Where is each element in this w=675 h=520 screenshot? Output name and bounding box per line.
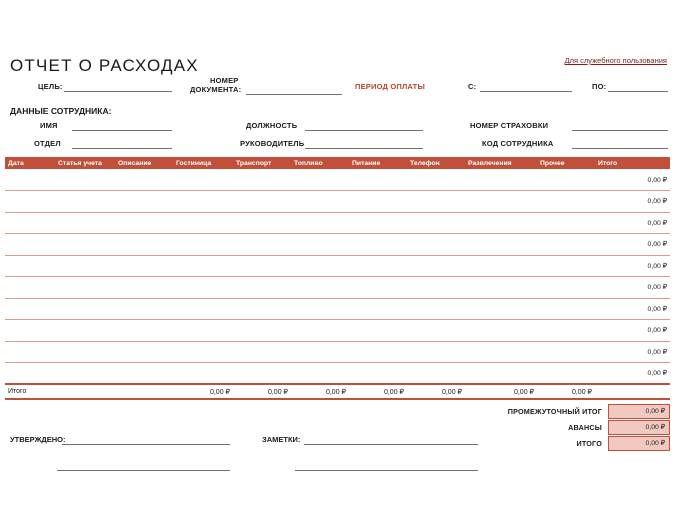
purpose-input[interactable] <box>64 82 172 92</box>
manager-label: РУКОВОДИТЕЛЬ <box>240 139 305 148</box>
cell-date[interactable] <box>5 298 55 320</box>
table-row[interactable] <box>5 169 670 191</box>
expense-table <box>5 157 670 400</box>
notes-input[interactable] <box>304 435 478 445</box>
purpose-label: ЦЕЛЬ: <box>38 82 63 91</box>
totals-transport: 0,00 ₽ <box>233 384 291 399</box>
totals-hotel: 0,00 ₽ <box>173 384 233 399</box>
pay-period-label: ПЕРИОД ОПЛАТЫ <box>355 82 426 91</box>
cell-date[interactable] <box>5 234 55 256</box>
cell-meals[interactable] <box>349 363 407 385</box>
cell-other[interactable] <box>537 191 595 213</box>
cell-fuel[interactable] <box>291 212 349 234</box>
manager-input[interactable] <box>305 139 423 149</box>
cell-meals[interactable] <box>349 255 407 277</box>
cell-account[interactable] <box>55 320 115 342</box>
employee-code-input[interactable] <box>572 139 668 149</box>
cell-phone[interactable] <box>407 212 465 234</box>
employee-name-label: ИМЯ <box>40 121 58 130</box>
summary-row-subtotal <box>452 404 670 419</box>
approved-label: УТВЕРЖДЕНО: <box>10 435 66 444</box>
cell-fuel[interactable] <box>291 169 349 191</box>
period-from-label: С: <box>468 82 477 91</box>
table-row[interactable] <box>5 191 670 213</box>
col-meals: Питание <box>349 157 407 169</box>
cell-entertainment[interactable] <box>465 169 537 191</box>
cell-account[interactable] <box>55 234 115 256</box>
cell-entertainment[interactable] <box>465 363 537 385</box>
cell-hotel[interactable] <box>173 363 233 385</box>
table-row[interactable] <box>5 212 670 234</box>
approved-second-input[interactable] <box>57 461 230 471</box>
cell-other[interactable] <box>537 298 595 320</box>
subtotal-label: ПРОМЕЖУТОЧНЫЙ ИТОГ <box>507 407 602 416</box>
cell-total: 0,00 ₽ <box>595 298 670 320</box>
cell-fuel[interactable] <box>291 341 349 363</box>
cell-hotel[interactable] <box>173 169 233 191</box>
period-from-input[interactable] <box>480 82 572 92</box>
cell-other[interactable] <box>537 320 595 342</box>
cell-transport[interactable] <box>233 169 291 191</box>
cell-fuel[interactable] <box>291 277 349 299</box>
cell-hotel[interactable] <box>173 341 233 363</box>
subtotal-value: 0,00 ₽ <box>608 404 670 419</box>
cell-date[interactable] <box>5 169 55 191</box>
cell-meals[interactable] <box>349 169 407 191</box>
cell-date[interactable] <box>5 341 55 363</box>
expense-table-wrapper <box>5 157 670 400</box>
expense-table-body <box>5 169 670 399</box>
cell-transport[interactable] <box>233 212 291 234</box>
cell-transport[interactable] <box>233 191 291 213</box>
table-row[interactable] <box>5 341 670 363</box>
cell-entertainment[interactable] <box>465 255 537 277</box>
cell-transport[interactable] <box>233 363 291 385</box>
advances-value[interactable]: 0,00 ₽ <box>608 420 670 435</box>
cell-hotel[interactable] <box>173 191 233 213</box>
cell-hotel[interactable] <box>173 277 233 299</box>
col-date: Дата <box>5 157 55 169</box>
cell-phone[interactable] <box>407 363 465 385</box>
cell-account[interactable] <box>55 191 115 213</box>
cell-description[interactable] <box>115 298 173 320</box>
cell-hotel[interactable] <box>173 234 233 256</box>
cell-other[interactable] <box>537 212 595 234</box>
cell-fuel[interactable] <box>291 298 349 320</box>
cell-other[interactable] <box>537 234 595 256</box>
cell-description[interactable] <box>115 277 173 299</box>
cell-total: 0,00 ₽ <box>595 169 670 191</box>
cell-other[interactable] <box>537 363 595 385</box>
cell-account[interactable] <box>55 298 115 320</box>
cell-phone[interactable] <box>407 169 465 191</box>
cell-description[interactable] <box>115 169 173 191</box>
notes-second-input[interactable] <box>295 461 478 471</box>
cell-description[interactable] <box>115 191 173 213</box>
cell-other[interactable] <box>537 169 595 191</box>
cell-total: 0,00 ₽ <box>595 191 670 213</box>
cell-account[interactable] <box>55 212 115 234</box>
cell-date[interactable] <box>5 320 55 342</box>
cell-transport[interactable] <box>233 341 291 363</box>
cell-total: 0,00 ₽ <box>595 212 670 234</box>
totals-entertainment: 0,00 ₽ <box>465 384 537 399</box>
col-hotel: Гостиница <box>173 157 233 169</box>
cell-other[interactable] <box>537 277 595 299</box>
cell-phone[interactable] <box>407 341 465 363</box>
advances-label: АВАНСЫ <box>568 423 602 432</box>
employee-name-input[interactable] <box>72 121 172 131</box>
grand-total-label: ИТОГО <box>576 439 602 448</box>
insurance-number-label: НОМЕР СТРАХОВКИ <box>470 121 549 130</box>
cell-date[interactable] <box>5 277 55 299</box>
period-to-input[interactable] <box>608 82 668 92</box>
cell-total: 0,00 ₽ <box>595 363 670 385</box>
table-row[interactable] <box>5 277 670 299</box>
cell-description[interactable] <box>115 341 173 363</box>
cell-entertainment[interactable] <box>465 298 537 320</box>
cell-transport[interactable] <box>233 277 291 299</box>
cell-meals[interactable] <box>349 341 407 363</box>
cell-transport[interactable] <box>233 255 291 277</box>
cell-meals[interactable] <box>349 191 407 213</box>
period-to-label: ПО: <box>592 82 607 91</box>
cell-account[interactable] <box>55 169 115 191</box>
col-total: Итого <box>595 157 670 169</box>
approved-input[interactable] <box>62 435 230 445</box>
cell-meals[interactable] <box>349 277 407 299</box>
summary-box <box>452 404 670 452</box>
cell-phone[interactable] <box>407 191 465 213</box>
cell-fuel[interactable] <box>291 234 349 256</box>
notes-label: ЗАМЕТКИ: <box>262 435 301 444</box>
cell-meals[interactable] <box>349 234 407 256</box>
cell-entertainment[interactable] <box>465 341 537 363</box>
cell-meals[interactable] <box>349 320 407 342</box>
cell-transport[interactable] <box>233 298 291 320</box>
employee-position-label: ДОЛЖНОСТЬ <box>246 121 298 130</box>
cell-phone[interactable] <box>407 277 465 299</box>
page-title: ОТЧЕТ О РАСХОДАХ <box>10 56 199 75</box>
doc-number-label-line2: ДОКУМЕНТА: <box>190 85 242 94</box>
table-row[interactable] <box>5 234 670 256</box>
table-row[interactable] <box>5 298 670 320</box>
cell-date[interactable] <box>5 191 55 213</box>
cell-other[interactable] <box>537 255 595 277</box>
cell-hotel[interactable] <box>173 255 233 277</box>
cell-hotel[interactable] <box>173 212 233 234</box>
col-account: Статья учета <box>55 157 115 169</box>
cell-meals[interactable] <box>349 298 407 320</box>
cell-other[interactable] <box>537 341 595 363</box>
totals-label: Итого <box>5 384 55 399</box>
table-header-row <box>5 157 670 169</box>
cell-total: 0,00 ₽ <box>595 255 670 277</box>
cell-date[interactable] <box>5 255 55 277</box>
cell-account[interactable] <box>55 277 115 299</box>
cell-entertainment[interactable] <box>465 234 537 256</box>
col-other: Прочее <box>537 157 595 169</box>
cell-description[interactable] <box>115 234 173 256</box>
cell-account[interactable] <box>55 341 115 363</box>
employee-code-label: КОД СОТРУДНИКА <box>482 139 554 148</box>
cell-meals[interactable] <box>349 212 407 234</box>
cell-account[interactable] <box>55 255 115 277</box>
table-row[interactable] <box>5 363 670 385</box>
col-entertainment: Развлечения <box>465 157 537 169</box>
cell-total: 0,00 ₽ <box>595 277 670 299</box>
summary-row-total <box>452 436 670 451</box>
col-description: Описание <box>115 157 173 169</box>
table-row[interactable] <box>5 320 670 342</box>
cell-hotel[interactable] <box>173 298 233 320</box>
cell-phone[interactable] <box>407 320 465 342</box>
totals-meals: 0,00 ₽ <box>349 384 407 399</box>
employee-section-title: ДАННЫЕ СОТРУДНИКА: <box>10 106 112 116</box>
totals-description <box>115 384 173 399</box>
cell-description[interactable] <box>115 363 173 385</box>
cell-description[interactable] <box>115 320 173 342</box>
table-row[interactable] <box>5 255 670 277</box>
totals-total <box>595 384 670 399</box>
cell-phone[interactable] <box>407 255 465 277</box>
grand-total-value: 0,00 ₽ <box>608 436 670 451</box>
cell-fuel[interactable] <box>291 320 349 342</box>
cell-fuel[interactable] <box>291 255 349 277</box>
cell-entertainment[interactable] <box>465 320 537 342</box>
cell-fuel[interactable] <box>291 363 349 385</box>
doc-number-label-line1: НОМЕР <box>210 76 239 85</box>
official-use-note: Для служебного пользования <box>564 56 667 65</box>
cell-total: 0,00 ₽ <box>595 320 670 342</box>
cell-hotel[interactable] <box>173 320 233 342</box>
cell-entertainment[interactable] <box>465 212 537 234</box>
insurance-number-input[interactable] <box>572 121 668 131</box>
department-input[interactable] <box>72 139 172 149</box>
col-transport: Транспорт <box>233 157 291 169</box>
cell-phone[interactable] <box>407 234 465 256</box>
cell-description[interactable] <box>115 255 173 277</box>
totals-fuel: 0,00 ₽ <box>291 384 349 399</box>
cell-date[interactable] <box>5 363 55 385</box>
col-fuel: Топливо <box>291 157 349 169</box>
cell-entertainment[interactable] <box>465 277 537 299</box>
summary-row-advances <box>452 420 670 435</box>
cell-total: 0,00 ₽ <box>595 234 670 256</box>
cell-transport[interactable] <box>233 234 291 256</box>
cell-fuel[interactable] <box>291 191 349 213</box>
department-label: ОТДЕЛ <box>34 139 61 148</box>
cell-account[interactable] <box>55 363 115 385</box>
cell-total: 0,00 ₽ <box>595 341 670 363</box>
cell-description[interactable] <box>115 212 173 234</box>
totals-other: 0,00 ₽ <box>537 384 595 399</box>
totals-account <box>55 384 115 399</box>
employee-position-input[interactable] <box>305 121 423 131</box>
col-phone: Телефон <box>407 157 465 169</box>
doc-number-input[interactable] <box>246 85 342 95</box>
cell-phone[interactable] <box>407 298 465 320</box>
cell-entertainment[interactable] <box>465 191 537 213</box>
totals-phone: 0,00 ₽ <box>407 384 465 399</box>
cell-transport[interactable] <box>233 320 291 342</box>
table-totals-row <box>5 384 670 399</box>
cell-date[interactable] <box>5 212 55 234</box>
